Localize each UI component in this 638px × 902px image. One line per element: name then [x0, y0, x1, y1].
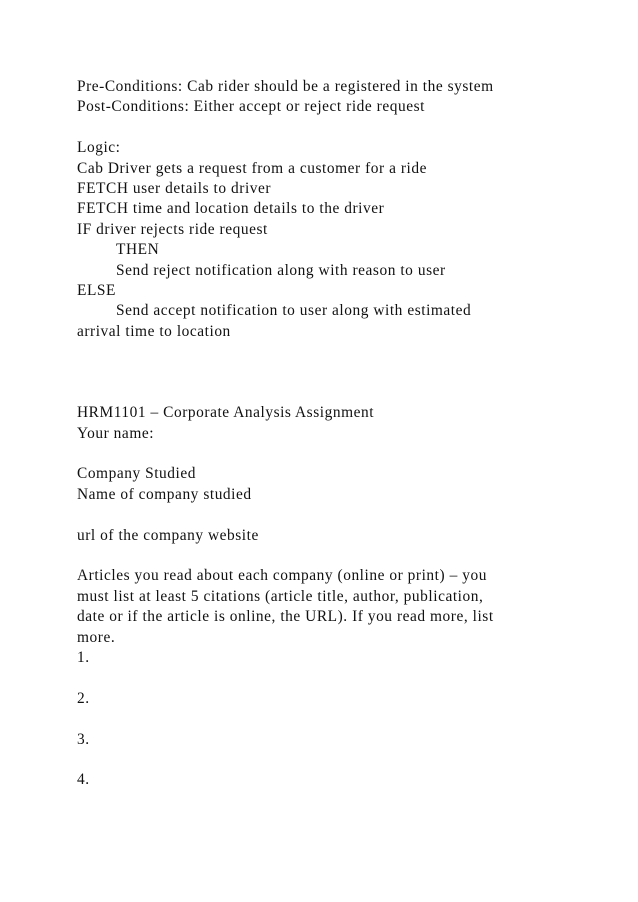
blank-line: [77, 118, 557, 138]
blank-line: [77, 750, 557, 770]
blank-line: [77, 505, 557, 525]
text-line: more.: [77, 628, 116, 646]
text-line: Post-Conditions: Either accept or reject ride request: [77, 98, 425, 116]
text-line: arrival time to location: [77, 322, 231, 340]
text-line: Articles you read about each company (online or print) – you: [77, 567, 487, 585]
blank-line: [77, 362, 557, 382]
text-line: Send reject notification along with reason to user: [116, 261, 446, 279]
text-line: HRM1101 – Corporate Analysis Assignment: [77, 404, 375, 422]
text-line: Logic:: [77, 139, 121, 157]
text-line: Cab Driver gets a request from a customer for a ride: [77, 159, 427, 177]
blank-line: [77, 709, 557, 729]
text-line: 2.: [77, 689, 90, 707]
text-line: FETCH time and location details to the driver: [77, 200, 385, 218]
text-line: IF driver rejects ride request: [77, 220, 268, 238]
document-text: [77, 77, 557, 791]
text-line: Company Studied: [77, 465, 196, 483]
text-line: Pre-Conditions: Cab rider should be a registered in the system: [77, 78, 494, 95]
blank-line: [77, 668, 557, 688]
text-line: url of the company website: [77, 526, 259, 544]
text-line: 4.: [77, 771, 90, 789]
text-line: FETCH user details to driver: [77, 179, 272, 197]
blank-line: [77, 383, 557, 403]
blank-line: [77, 444, 557, 464]
blank-line: [77, 342, 557, 362]
text-line: Send accept notification to user along with estimated: [116, 302, 472, 320]
blank-line: [77, 546, 557, 566]
text-line: must list at least 5 citations (article title, author, publication,: [77, 587, 484, 605]
text-line: THEN: [116, 241, 160, 259]
text-line: ELSE: [77, 281, 116, 299]
text-line: Name of company studied: [77, 485, 252, 503]
text-line: date or if the article is online, the URL). If you read more, list: [77, 608, 494, 626]
text-line: Your name:: [77, 424, 155, 442]
text-line: 1.: [77, 648, 90, 666]
text-line: 3.: [77, 730, 90, 748]
